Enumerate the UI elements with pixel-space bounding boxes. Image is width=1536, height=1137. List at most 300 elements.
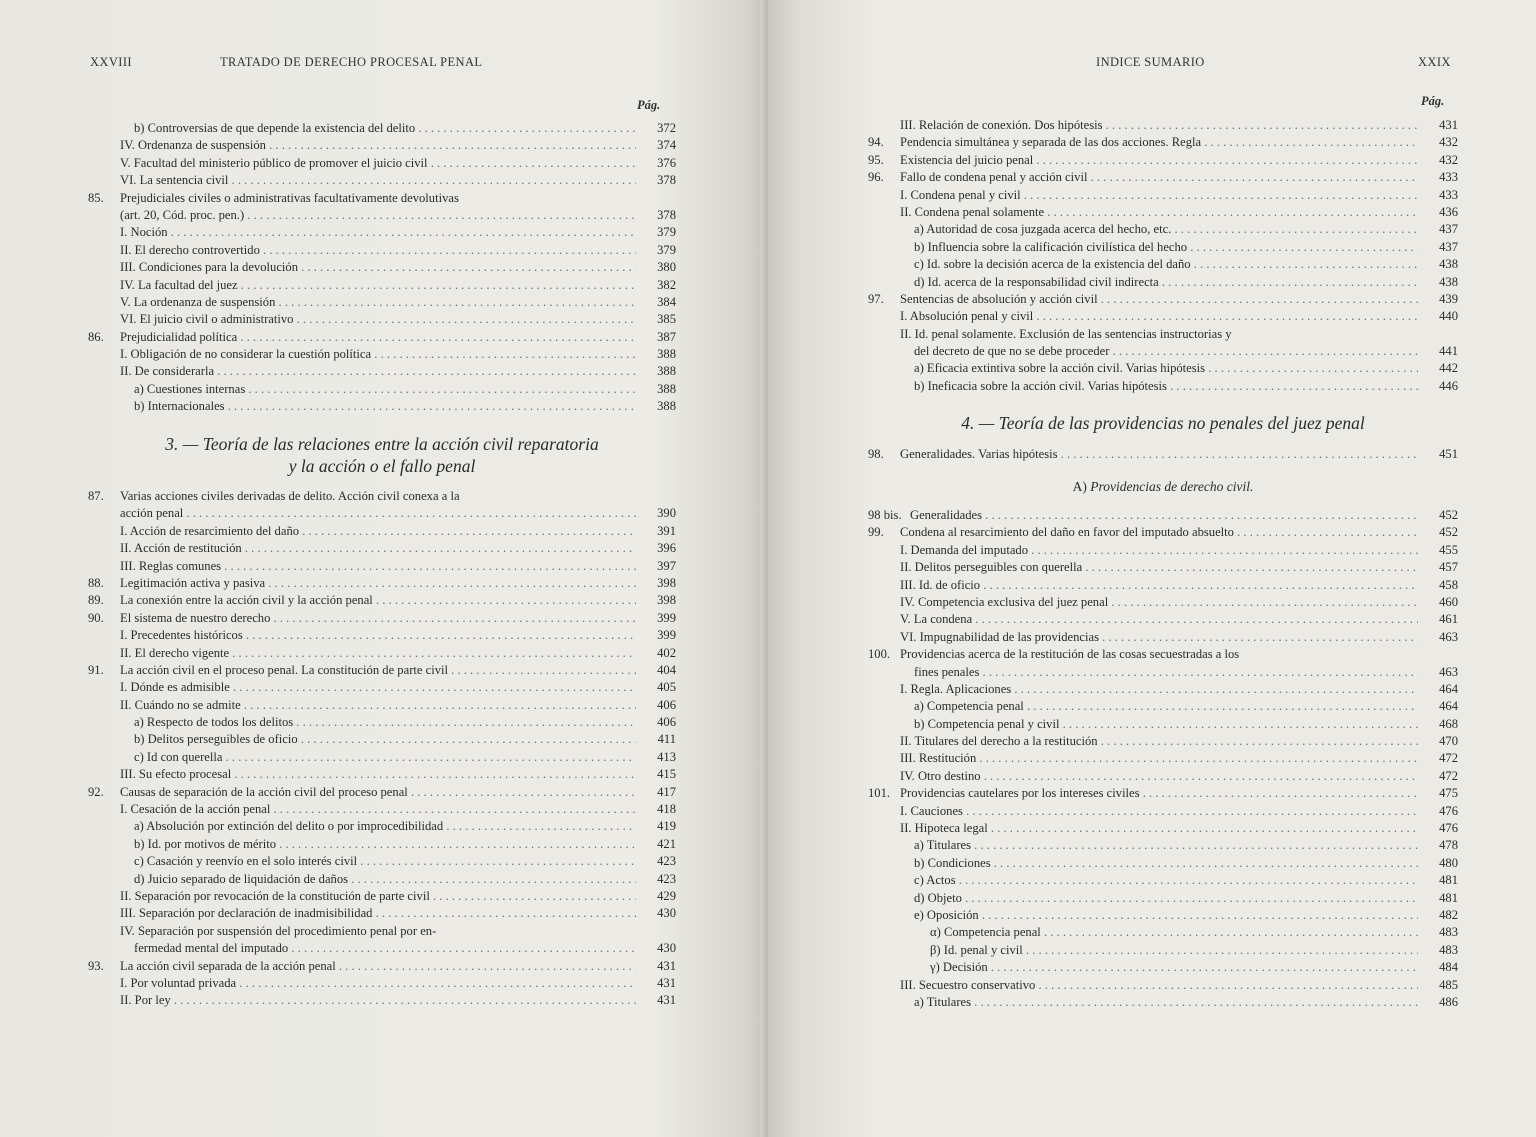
toc-row-page: 438 bbox=[1439, 274, 1458, 289]
toc-row bbox=[88, 505, 676, 522]
toc-row-page: 482 bbox=[1439, 907, 1458, 922]
toc-row-page: 433 bbox=[1439, 187, 1458, 202]
toc-row bbox=[88, 662, 676, 679]
toc-row bbox=[868, 837, 1458, 854]
toc-row-text: acción penal . . . bbox=[120, 505, 636, 522]
toc-row-page: 458 bbox=[1439, 577, 1458, 592]
toc-row-page: 431 bbox=[657, 975, 676, 990]
toc-row-text: I. Regla. Aplicaciones . . . bbox=[900, 681, 1418, 698]
toc-row bbox=[88, 294, 676, 311]
toc-row-page: 486 bbox=[1439, 994, 1458, 1009]
toc-row-number: 90. bbox=[88, 610, 104, 625]
toc-row-text: I. Cesación de la acción penal . . . bbox=[120, 801, 636, 818]
toc-row-text: b) Condiciones . . . bbox=[914, 855, 1418, 872]
toc-row bbox=[88, 975, 676, 992]
toc-row-text: II. Titulares del derecho a la restitución . . . bbox=[900, 733, 1418, 750]
toc-row-text: II. Hipoteca legal . . . bbox=[900, 820, 1418, 837]
toc-row-page: 464 bbox=[1439, 681, 1458, 696]
toc-row-text: e) Oposición . . . bbox=[914, 907, 1418, 924]
toc-row-page: 481 bbox=[1439, 873, 1458, 888]
toc-row-page: 390 bbox=[657, 506, 676, 521]
toc-row-number: 88. bbox=[88, 575, 104, 590]
toc-row-text: a) Eficacia extintiva sobre la acción civil. Varias hipótesis . . . bbox=[914, 360, 1418, 377]
toc-row-page: 463 bbox=[1439, 629, 1458, 644]
toc-row-page: 433 bbox=[1439, 170, 1458, 185]
toc-row-text: fines penales . . . bbox=[914, 664, 1418, 681]
toc-row bbox=[868, 698, 1458, 715]
toc-row bbox=[88, 645, 676, 662]
toc-row bbox=[868, 733, 1458, 750]
toc-row-page: 384 bbox=[657, 294, 676, 309]
toc-row-text: b) Internacionales . . . bbox=[134, 398, 636, 415]
toc-row-text: II. De considerarla . . . bbox=[120, 363, 636, 380]
toc-row bbox=[88, 558, 676, 575]
toc-row bbox=[868, 977, 1458, 994]
toc-row-page: 396 bbox=[657, 541, 676, 556]
toc-row-text: I. Acción de resarcimiento del daño . . . bbox=[120, 523, 636, 540]
toc-row-page: 388 bbox=[657, 399, 676, 414]
toc-row-text: VI. Impugnabilidad de las providencias . . . bbox=[900, 629, 1418, 646]
toc-row-text: c) Id. sobre la decisión acerca de la existencia del daño . . . bbox=[914, 256, 1418, 273]
toc-row-page: 485 bbox=[1439, 977, 1458, 992]
left-pag-label: Pág. bbox=[637, 98, 661, 112]
toc-row-number: 87. bbox=[88, 489, 104, 503]
toc-row-text: La acción civil en el proceso penal. La constitución de parte civil . . . bbox=[120, 662, 636, 679]
toc-row-page: 463 bbox=[1439, 664, 1458, 679]
toc-row-page: 406 bbox=[657, 697, 676, 712]
toc-row bbox=[868, 169, 1458, 186]
toc-row-text: a) Cuestiones internas . . . bbox=[134, 381, 636, 398]
toc-row-number: 92. bbox=[88, 784, 104, 799]
toc-row-page: 372 bbox=[657, 121, 676, 135]
toc-row bbox=[88, 137, 676, 154]
toc-row bbox=[868, 750, 1458, 767]
toc-row bbox=[868, 820, 1458, 837]
toc-row bbox=[868, 959, 1458, 976]
toc-row-text: II. Acción de restitución . . . bbox=[120, 540, 636, 557]
toc-row-page: 423 bbox=[657, 854, 676, 869]
toc-row-page: 379 bbox=[657, 225, 676, 240]
toc-row-text: II. Id. penal solamente. Exclusión de las sentencias instructorias y bbox=[900, 326, 1232, 341]
toc-row-text: II. Por ley . . . bbox=[120, 992, 636, 1009]
toc-row-text: γ) Decisión . . . bbox=[930, 959, 1418, 976]
toc-row-page: 391 bbox=[657, 523, 676, 538]
toc-row-page: 418 bbox=[657, 802, 676, 817]
toc-row-page: 472 bbox=[1439, 768, 1458, 783]
toc-row bbox=[868, 577, 1458, 594]
toc-row-text: III. Su efecto procesal . . . bbox=[120, 766, 636, 783]
toc-row bbox=[868, 117, 1458, 134]
toc-row-text: Pendencia simultánea y separada de las dos acciones. Regla . . . bbox=[900, 134, 1418, 151]
toc-row-page: 470 bbox=[1439, 734, 1458, 749]
toc-row-page: 431 bbox=[657, 993, 676, 1008]
toc-row-number: 89. bbox=[88, 593, 104, 608]
toc-row-text: La acción civil separada de la acción penal . . . bbox=[120, 958, 636, 975]
right-pag-label: Pág. bbox=[1421, 94, 1445, 108]
toc-row bbox=[88, 749, 676, 766]
toc-row bbox=[88, 207, 676, 224]
toc-row-text: I. Noción . . . bbox=[120, 224, 636, 241]
right-toc-part-a bbox=[868, 117, 1458, 395]
toc-row-text: a) Titulares . . . bbox=[914, 994, 1418, 1011]
toc-row bbox=[868, 343, 1458, 360]
toc-row bbox=[88, 488, 676, 505]
toc-row-text: II. Condena penal solamente . . . bbox=[900, 204, 1418, 221]
toc-row bbox=[88, 679, 676, 696]
toc-row bbox=[88, 363, 676, 380]
toc-row-number: 86. bbox=[88, 329, 104, 344]
toc-row-text: VI. El juicio civil o administrativo . . . bbox=[120, 311, 636, 328]
toc-row-text: b) Delitos perseguibles de oficio . . . bbox=[134, 731, 636, 748]
toc-row-number: 98. bbox=[868, 447, 884, 461]
toc-row-page: 468 bbox=[1439, 716, 1458, 731]
toc-row-page: 475 bbox=[1439, 786, 1458, 801]
toc-row bbox=[868, 611, 1458, 628]
toc-row-text: VI. La sentencia civil . . . bbox=[120, 172, 636, 189]
toc-row-text: Sentencias de absolución y acción civil . . . bbox=[900, 291, 1418, 308]
toc-row-page: 419 bbox=[657, 819, 676, 834]
right-running-title: INDICE SUMARIO bbox=[1096, 55, 1205, 69]
toc-row-number: 95. bbox=[868, 152, 884, 167]
toc-row-page: 404 bbox=[657, 662, 676, 677]
toc-row-text: II. El derecho vigente . . . bbox=[120, 645, 636, 662]
toc-row-text: b) Influencia sobre la calificación civilística del hecho . . . bbox=[914, 239, 1418, 256]
toc-row bbox=[868, 256, 1458, 273]
toc-row bbox=[88, 923, 676, 940]
left-running-title: TRATADO DE DERECHO PROCESAL PENAL bbox=[220, 55, 483, 69]
toc-row bbox=[868, 446, 1458, 463]
toc-row-text: I. Cauciones . . . bbox=[900, 803, 1418, 820]
toc-row-page: 402 bbox=[657, 645, 676, 660]
toc-row bbox=[88, 172, 676, 189]
toc-row-text: Providencias cautelares por los intereses civiles . . . bbox=[900, 785, 1418, 802]
toc-row-number: 93. bbox=[88, 958, 104, 973]
toc-row bbox=[868, 907, 1458, 924]
toc-row bbox=[88, 905, 676, 922]
toc-row bbox=[868, 524, 1458, 541]
toc-row bbox=[868, 152, 1458, 169]
toc-row-text: d) Juicio separado de liquidación de daños . . . bbox=[134, 871, 636, 888]
toc-row-text: I. Condena penal y civil . . . bbox=[900, 187, 1418, 204]
toc-row bbox=[88, 190, 676, 207]
toc-row-text: III. Id. de oficio . . . bbox=[900, 577, 1418, 594]
toc-row bbox=[868, 942, 1458, 959]
right-toc-entry-98 bbox=[868, 446, 1458, 463]
toc-row bbox=[88, 592, 676, 609]
toc-row-page: 431 bbox=[1439, 118, 1458, 132]
right-page bbox=[768, 0, 1536, 1137]
toc-row bbox=[88, 242, 676, 259]
toc-row-page: 457 bbox=[1439, 560, 1458, 575]
toc-row-text: b) Id. por motivos de mérito . . . bbox=[134, 836, 636, 853]
toc-row-page: 388 bbox=[657, 381, 676, 396]
toc-row-page: 481 bbox=[1439, 890, 1458, 905]
toc-row-text: IV. Ordenanza de suspensión . . . bbox=[120, 137, 636, 154]
toc-row-number: 98 bis. bbox=[868, 508, 902, 522]
toc-row-text: V. La condena . . . bbox=[900, 611, 1418, 628]
toc-row bbox=[88, 311, 676, 328]
toc-row-page: 483 bbox=[1439, 942, 1458, 957]
toc-row bbox=[868, 646, 1458, 663]
toc-row bbox=[868, 629, 1458, 646]
toc-row bbox=[88, 801, 676, 818]
toc-row-text: Existencia del juicio penal . . . bbox=[900, 152, 1418, 169]
toc-row-text: II. Separación por revocación de la constitución de parte civil . . . bbox=[120, 888, 636, 905]
toc-row-page: 460 bbox=[1439, 594, 1458, 609]
toc-row bbox=[868, 872, 1458, 889]
toc-row-text: Prejudicialidad política . . . bbox=[120, 329, 636, 346]
toc-row bbox=[88, 540, 676, 557]
toc-row-page: 455 bbox=[1439, 542, 1458, 557]
toc-row-page: 380 bbox=[657, 260, 676, 275]
toc-row-number: 85. bbox=[88, 190, 104, 205]
toc-row-text: a) Titulares . . . bbox=[914, 837, 1418, 854]
toc-row bbox=[88, 766, 676, 783]
toc-row-text: b) Controversias de que depende la existencia del delito . . . bbox=[134, 120, 636, 137]
toc-row-text: III. Reglas comunes . . . bbox=[120, 558, 636, 575]
toc-row-number: 100. bbox=[868, 647, 891, 662]
toc-row-number: 99. bbox=[868, 525, 884, 540]
toc-row-page: 476 bbox=[1439, 821, 1458, 836]
toc-row-text: Condena al resarcimiento del daño en favor del imputado absuelto . . . bbox=[900, 524, 1418, 541]
toc-row-page: 472 bbox=[1439, 751, 1458, 766]
toc-row-page: 385 bbox=[657, 312, 676, 327]
toc-row-page: 437 bbox=[1439, 239, 1458, 254]
toc-row-page: 415 bbox=[657, 767, 676, 782]
toc-row bbox=[868, 594, 1458, 611]
toc-row-page: 441 bbox=[1439, 344, 1458, 359]
toc-row bbox=[868, 716, 1458, 733]
toc-row-text: I. Demanda del imputado . . . bbox=[900, 542, 1418, 559]
toc-row-page: 417 bbox=[657, 784, 676, 799]
toc-row bbox=[88, 888, 676, 905]
toc-row-text: IV. Otro destino . . . bbox=[900, 768, 1418, 785]
toc-row-page: 379 bbox=[657, 242, 676, 257]
toc-row-page: 480 bbox=[1439, 855, 1458, 870]
toc-row-page: 452 bbox=[1439, 508, 1458, 522]
toc-row bbox=[868, 507, 1458, 524]
toc-row-page: 440 bbox=[1439, 309, 1458, 324]
toc-row-text: III. Secuestro conservativo . . . bbox=[900, 977, 1418, 994]
toc-row-text: La conexión entre la acción civil y la acción penal . . . bbox=[120, 592, 636, 609]
toc-row-page: 423 bbox=[657, 871, 676, 886]
toc-row bbox=[88, 523, 676, 540]
toc-row-text: El sistema de nuestro derecho . . . bbox=[120, 610, 636, 627]
toc-row bbox=[868, 291, 1458, 308]
toc-row-text: II. Delitos perseguibles con querella . . . bbox=[900, 559, 1418, 576]
toc-row-page: 464 bbox=[1439, 699, 1458, 714]
right-section-title-4: 4. — Teoría de las providencias no penales del juez penal bbox=[961, 413, 1365, 433]
toc-row bbox=[88, 958, 676, 975]
toc-row-text: III. Condiciones para la devolución . . . bbox=[120, 259, 636, 276]
toc-row-page: 430 bbox=[657, 941, 676, 956]
toc-row bbox=[868, 924, 1458, 941]
toc-row-page: 378 bbox=[657, 173, 676, 188]
toc-row bbox=[868, 768, 1458, 785]
toc-row bbox=[88, 940, 676, 957]
toc-row bbox=[88, 610, 676, 627]
toc-row-text: I. Absolución penal y civil . . . bbox=[900, 308, 1418, 325]
toc-row bbox=[868, 221, 1458, 238]
toc-row-page: 397 bbox=[657, 558, 676, 573]
toc-row-text: a) Competencia penal . . . bbox=[914, 698, 1418, 715]
toc-row bbox=[88, 155, 676, 172]
right-toc-part-b bbox=[868, 507, 1458, 1011]
toc-row-text: b) Competencia penal y civil . . . bbox=[914, 716, 1418, 733]
toc-row bbox=[88, 697, 676, 714]
subsection-text: Providencias de derecho civil. bbox=[1090, 479, 1254, 494]
subsection-letter: A) bbox=[1072, 479, 1087, 494]
section-title-line: y la acción o el fallo penal bbox=[288, 456, 476, 476]
toc-row-text: a) Autoridad de cosa juzgada acerca del hecho, etc. . . . bbox=[914, 221, 1418, 238]
toc-row bbox=[868, 994, 1458, 1011]
toc-row-text: Generalidades. Varias hipótesis . . . bbox=[900, 446, 1418, 463]
right-folio: XXIX bbox=[1418, 55, 1451, 69]
toc-row bbox=[88, 398, 676, 415]
toc-row bbox=[868, 855, 1458, 872]
toc-row-page: 483 bbox=[1439, 925, 1458, 940]
toc-row-text: c) Casación y reenvío en el solo interés civil . . . bbox=[134, 853, 636, 870]
toc-row-text: (art. 20, Cód. proc. pen.) . . . bbox=[120, 207, 636, 224]
toc-row-page: 399 bbox=[657, 628, 676, 643]
toc-row-text: c) Actos . . . bbox=[914, 872, 1418, 889]
toc-row bbox=[88, 731, 676, 748]
toc-row-text: α) Competencia penal . . . bbox=[930, 924, 1418, 941]
toc-row-page: 484 bbox=[1439, 960, 1458, 975]
right-subsection-title bbox=[868, 479, 1458, 495]
toc-row-text: IV. Separación por suspensión del procedimiento penal por en- bbox=[120, 923, 437, 938]
toc-row-page: 399 bbox=[657, 610, 676, 625]
toc-row-page: 376 bbox=[657, 155, 676, 170]
toc-row-page: 378 bbox=[657, 207, 676, 222]
section-title-line: 3. — Teoría de las relaciones entre la acción civil reparatoria bbox=[165, 434, 599, 454]
toc-row-text: IV. La facultad del juez . . . bbox=[120, 277, 636, 294]
toc-row-page: 452 bbox=[1439, 525, 1458, 540]
toc-row-page: 374 bbox=[657, 138, 676, 153]
toc-row bbox=[88, 818, 676, 835]
toc-row-page: 388 bbox=[657, 347, 676, 362]
toc-row-page: 382 bbox=[657, 277, 676, 292]
toc-row bbox=[88, 992, 676, 1009]
toc-row bbox=[88, 714, 676, 731]
toc-row bbox=[868, 134, 1458, 151]
toc-row bbox=[88, 871, 676, 888]
toc-row-text: III. Separación por declaración de inadmisibilidad . . . bbox=[120, 905, 636, 922]
toc-row-number: 101. bbox=[868, 786, 891, 801]
toc-row-text: V. Facultad del ministerio público de promover el juicio civil . . . bbox=[120, 155, 636, 172]
toc-row bbox=[88, 259, 676, 276]
toc-row-text: I. Dónde es admisible . . . bbox=[120, 679, 636, 696]
toc-row-page: 478 bbox=[1439, 838, 1458, 853]
toc-row-page: 413 bbox=[657, 749, 676, 764]
toc-row-page: 411 bbox=[657, 732, 676, 747]
toc-row-text: Varias acciones civiles derivadas de delito. Acción civil conexa a la bbox=[120, 489, 460, 503]
toc-row bbox=[868, 559, 1458, 576]
toc-row-page: 405 bbox=[657, 680, 676, 695]
toc-row-text: Prejudiciales civiles o administrativas facultativamente devolutivas bbox=[120, 190, 459, 205]
toc-row-text: Legitimación activa y pasiva . . . bbox=[120, 575, 636, 592]
toc-row-page: 437 bbox=[1439, 222, 1458, 237]
toc-row bbox=[868, 308, 1458, 325]
left-toc-part-b bbox=[88, 488, 676, 1010]
toc-row-text: fermedad mental del imputado . . . bbox=[134, 940, 636, 957]
toc-row bbox=[868, 785, 1458, 802]
toc-row bbox=[88, 329, 676, 346]
toc-row-page: 476 bbox=[1439, 803, 1458, 818]
toc-row-text: V. La ordenanza de suspensión . . . bbox=[120, 294, 636, 311]
toc-row bbox=[868, 542, 1458, 559]
toc-row-text: Generalidades . . . bbox=[910, 507, 1418, 524]
toc-row-text: I. Por voluntad privada . . . bbox=[120, 975, 636, 992]
left-section-title-3 bbox=[88, 433, 676, 477]
toc-row-page: 387 bbox=[657, 329, 676, 344]
toc-row-page: 446 bbox=[1439, 378, 1458, 393]
toc-row-page: 429 bbox=[657, 888, 676, 903]
left-folio: XXVIII bbox=[90, 55, 132, 69]
toc-row-page: 442 bbox=[1439, 361, 1458, 376]
toc-row bbox=[868, 360, 1458, 377]
toc-row-text: c) Id con querella . . . bbox=[134, 749, 636, 766]
toc-row-text: IV. Competencia exclusiva del juez penal . . . bbox=[900, 594, 1418, 611]
toc-row-page: 406 bbox=[657, 715, 676, 730]
toc-row bbox=[868, 239, 1458, 256]
toc-row bbox=[88, 575, 676, 592]
toc-row bbox=[88, 853, 676, 870]
toc-row-text: Providencias acerca de la restitución de las cosas secuestradas a los bbox=[900, 647, 1240, 662]
toc-row-text: II. El derecho controvertido . . . bbox=[120, 242, 636, 259]
toc-row bbox=[868, 664, 1458, 681]
toc-row-page: 461 bbox=[1439, 612, 1458, 627]
toc-row-text: a) Absolución por extinción del delito o por improcedibilidad . . . bbox=[134, 818, 636, 835]
toc-row-text: a) Respecto de todos los delitos . . . bbox=[134, 714, 636, 731]
toc-row bbox=[88, 627, 676, 644]
toc-row bbox=[88, 346, 676, 363]
left-toc-part-a bbox=[88, 120, 676, 416]
toc-row-page: 421 bbox=[657, 836, 676, 851]
toc-row-text: d) Id. acerca de la responsabilidad civil indirecta . . . bbox=[914, 274, 1418, 291]
toc-row-text: b) Ineficacia sobre la acción civil. Varias hipótesis . . . bbox=[914, 378, 1418, 395]
toc-row-text: Causas de separación de la acción civil del proceso penal . . . bbox=[120, 784, 636, 801]
toc-row bbox=[88, 120, 676, 137]
toc-row-number: 91. bbox=[88, 662, 104, 677]
toc-row bbox=[868, 187, 1458, 204]
toc-row bbox=[868, 274, 1458, 291]
toc-row-page: 430 bbox=[657, 906, 676, 921]
toc-row bbox=[868, 681, 1458, 698]
toc-row-page: 388 bbox=[657, 364, 676, 379]
toc-row-text: Fallo de condena penal y acción civil . . . bbox=[900, 169, 1418, 186]
toc-row-page: 431 bbox=[657, 958, 676, 973]
toc-row-page: 439 bbox=[1439, 291, 1458, 306]
toc-row-text: del decreto de que no se debe proceder . . . bbox=[914, 343, 1418, 360]
toc-row bbox=[88, 836, 676, 853]
toc-row bbox=[88, 784, 676, 801]
toc-row bbox=[868, 890, 1458, 907]
toc-row-page: 398 bbox=[657, 575, 676, 590]
toc-row bbox=[868, 326, 1458, 343]
toc-row-number: 96. bbox=[868, 170, 884, 185]
toc-row-page: 432 bbox=[1439, 152, 1458, 167]
toc-row-page: 438 bbox=[1439, 257, 1458, 272]
toc-row bbox=[868, 803, 1458, 820]
toc-row-number: 97. bbox=[868, 291, 884, 306]
toc-row-text: II. Cuándo no se admite . . . bbox=[120, 697, 636, 714]
toc-row-text: III. Restitución . . . bbox=[900, 750, 1418, 767]
toc-row-page: 432 bbox=[1439, 135, 1458, 150]
toc-row-text: III. Relación de conexión. Dos hipótesis . . . bbox=[900, 117, 1418, 134]
toc-row-number: 94. bbox=[868, 135, 884, 150]
toc-row bbox=[88, 224, 676, 241]
